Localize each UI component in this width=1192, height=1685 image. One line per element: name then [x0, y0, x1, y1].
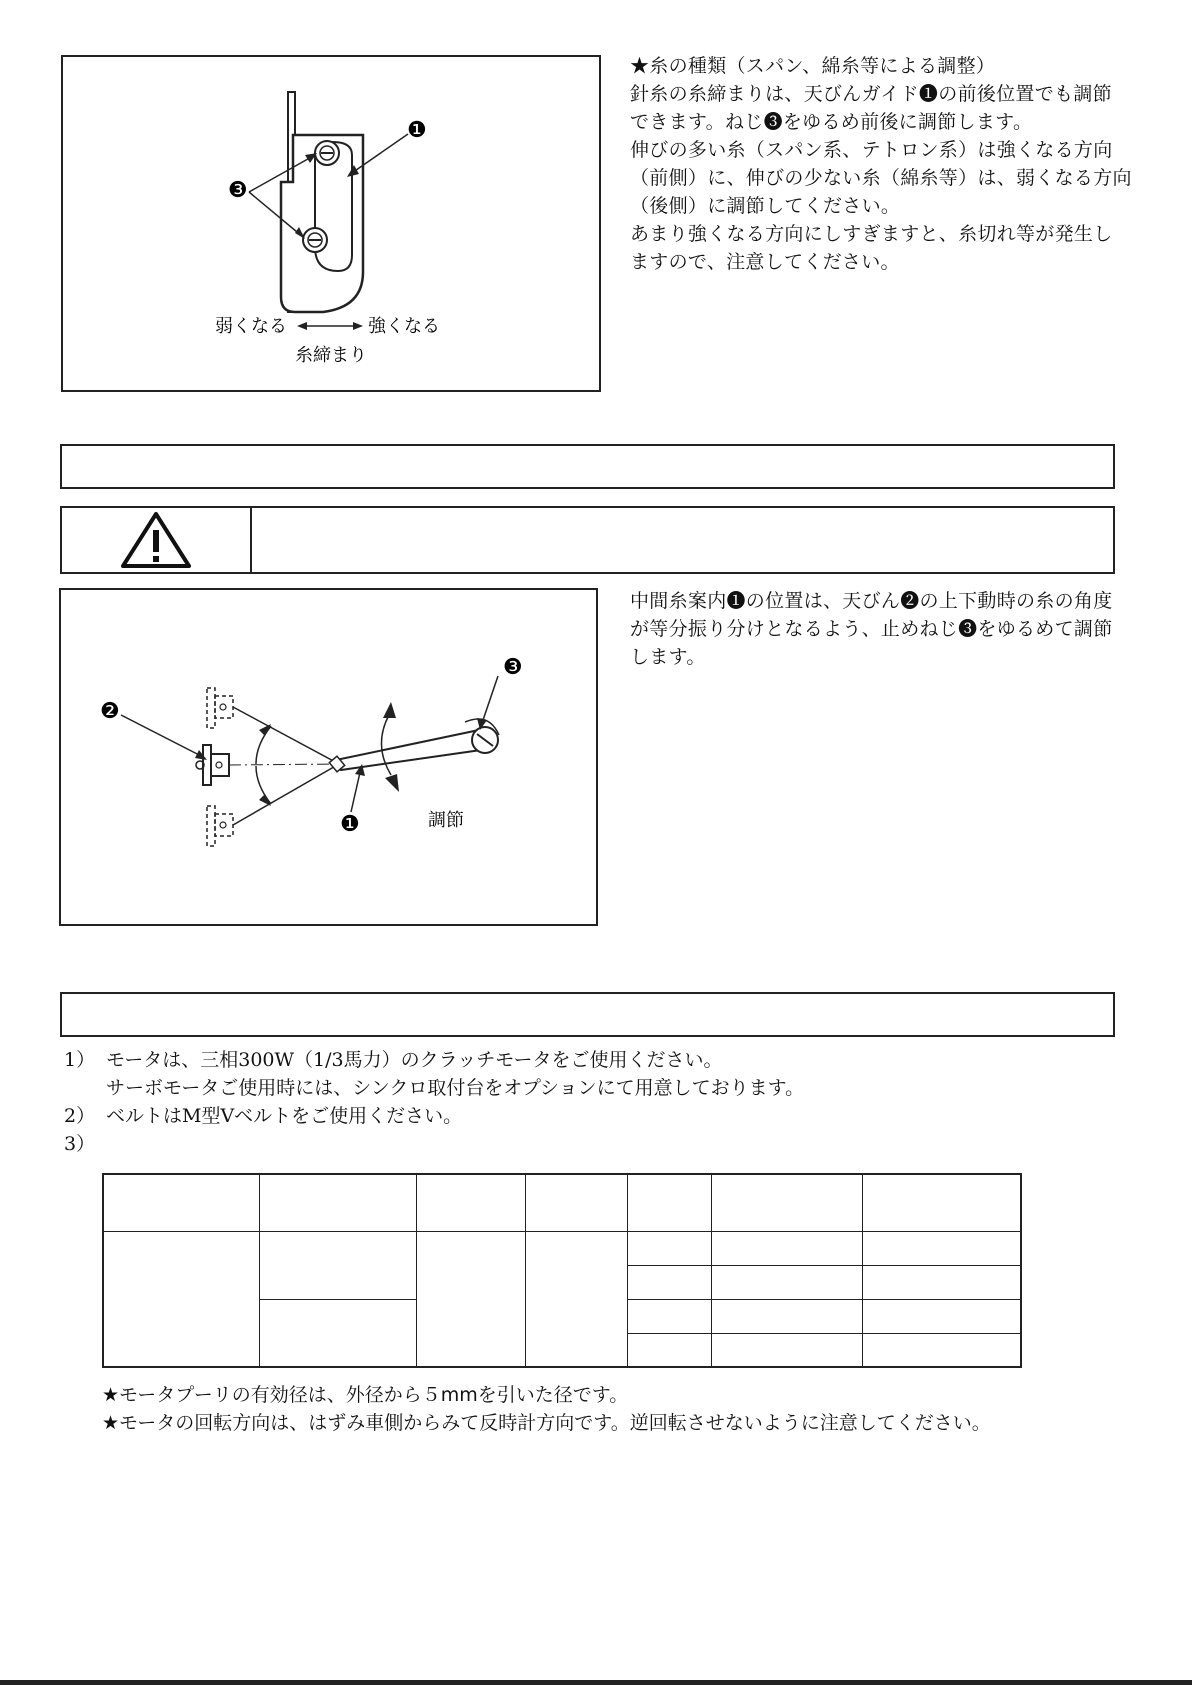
pulley-spec-table	[102, 1173, 1022, 1368]
table-cell	[628, 1231, 712, 1265]
list-number: 2）	[64, 1105, 96, 1127]
section1-line: （後側）に調節してください。	[630, 195, 901, 217]
table-cell	[416, 1231, 525, 1367]
list-item	[64, 1074, 804, 1102]
takeup-top	[207, 688, 233, 728]
caution-icon-cell	[62, 508, 252, 572]
table-cell	[862, 1231, 1021, 1265]
label-adjust: 調節	[428, 810, 464, 831]
takeup-bottom	[207, 806, 233, 846]
note-line: ★モータの回転方向は、はずみ車側からみて反時計方向です。逆回転させないように注意してください。	[102, 1412, 991, 1434]
callout-1: ❶	[407, 118, 427, 143]
label-tension: 糸締まり	[295, 345, 367, 366]
table-cell	[103, 1174, 260, 1231]
table-cell	[862, 1174, 1021, 1231]
label-weak: 弱くなる	[215, 316, 287, 337]
table-cell	[862, 1333, 1021, 1367]
list-number: 3）	[64, 1133, 96, 1155]
thread-guide-diagram	[63, 57, 599, 390]
section2-line: します。	[630, 646, 706, 668]
table-cell	[712, 1265, 863, 1299]
screw-upper	[315, 141, 339, 165]
motor-instructions	[64, 1046, 804, 1158]
callout-3: ❸	[228, 178, 248, 203]
table-cell	[260, 1174, 417, 1231]
table-cell	[416, 1174, 525, 1231]
note-line: ★モータプーリの有効径は、外径から５mmを引いた径です。	[102, 1384, 629, 1406]
table-cell	[628, 1174, 712, 1231]
figure-middle-thread-guide	[59, 588, 598, 926]
table-cell	[628, 1299, 712, 1333]
list-text: ベルトはM型Vベルトをご使用ください。	[106, 1105, 463, 1127]
screw-lower	[303, 228, 327, 252]
caution-text-cell	[252, 508, 1113, 572]
section-heading-box-2	[60, 444, 1115, 489]
warning-triangle-icon	[119, 510, 193, 570]
callout-1: ❶	[340, 812, 360, 837]
section1-text	[630, 52, 1132, 276]
section2-text	[630, 587, 1113, 671]
section1-line: （前側）に、伸びの少ない糸（綿糸等）は、弱くなる方向	[630, 167, 1132, 189]
section2-line: 中間糸案内❶の位置は、天びん❷の上下動時の糸の角度	[630, 590, 1113, 612]
callout-3: ❸	[503, 655, 523, 680]
section-heading-box-3	[60, 992, 1115, 1037]
table-cell	[712, 1299, 863, 1333]
section1-line: 針糸の糸締まりは、天びんガイド❶の前後位置でも調節	[630, 83, 1112, 105]
callout-2: ❷	[100, 699, 120, 724]
table-cell	[712, 1231, 863, 1265]
section2-line: が等分振り分けとなるよう、止めねじ❸をゆるめて調節	[630, 618, 1113, 640]
list-number: 1）	[64, 1049, 96, 1071]
section1-line: ますので、注意してください。	[630, 251, 900, 273]
table-cell	[525, 1174, 628, 1231]
table-cell	[628, 1333, 712, 1367]
page-bottom-rule	[0, 1680, 1192, 1685]
list-item	[64, 1046, 804, 1074]
table-cell	[862, 1299, 1021, 1333]
list-number	[64, 1074, 106, 1102]
list-text: サーボモータご使用時には、シンクロ取付台をオプションにて用意しております。	[106, 1077, 805, 1099]
list-item	[64, 1130, 804, 1158]
table-row	[103, 1231, 1021, 1265]
list-text: モータは、三相300W（1/3馬力）のクラッチモータをご使用ください。	[106, 1049, 723, 1071]
table-cell	[712, 1174, 863, 1231]
middle-guide-diagram	[61, 590, 596, 924]
section1-line: 伸びの多い糸（スパン系、テトロン系）は強くなる方向	[630, 139, 1113, 161]
table-cell	[260, 1231, 417, 1299]
caution-box	[60, 506, 1115, 574]
section1-line: できます。ねじ❸をゆるめ前後に調節します。	[630, 111, 1033, 133]
table-cell	[862, 1265, 1021, 1299]
takeup-middle	[196, 745, 229, 785]
motor-notes	[102, 1381, 991, 1437]
section1-line: あまり強くなる方向にしすぎますと、糸切れ等が発生し	[630, 223, 1113, 245]
table-cell	[628, 1265, 712, 1299]
table-cell	[103, 1231, 260, 1367]
label-strong: 強くなる	[368, 316, 440, 337]
section1-line: ★糸の種類（スパン、綿糸等による調整）	[630, 55, 996, 77]
table-header-row	[103, 1174, 1021, 1231]
table-cell	[260, 1299, 417, 1367]
middle-thread-guide-arm	[329, 719, 499, 772]
list-item	[64, 1102, 804, 1130]
table-cell	[525, 1231, 628, 1367]
double-arrow	[297, 322, 363, 330]
figure-thread-guide	[61, 55, 601, 392]
table-cell	[712, 1333, 863, 1367]
